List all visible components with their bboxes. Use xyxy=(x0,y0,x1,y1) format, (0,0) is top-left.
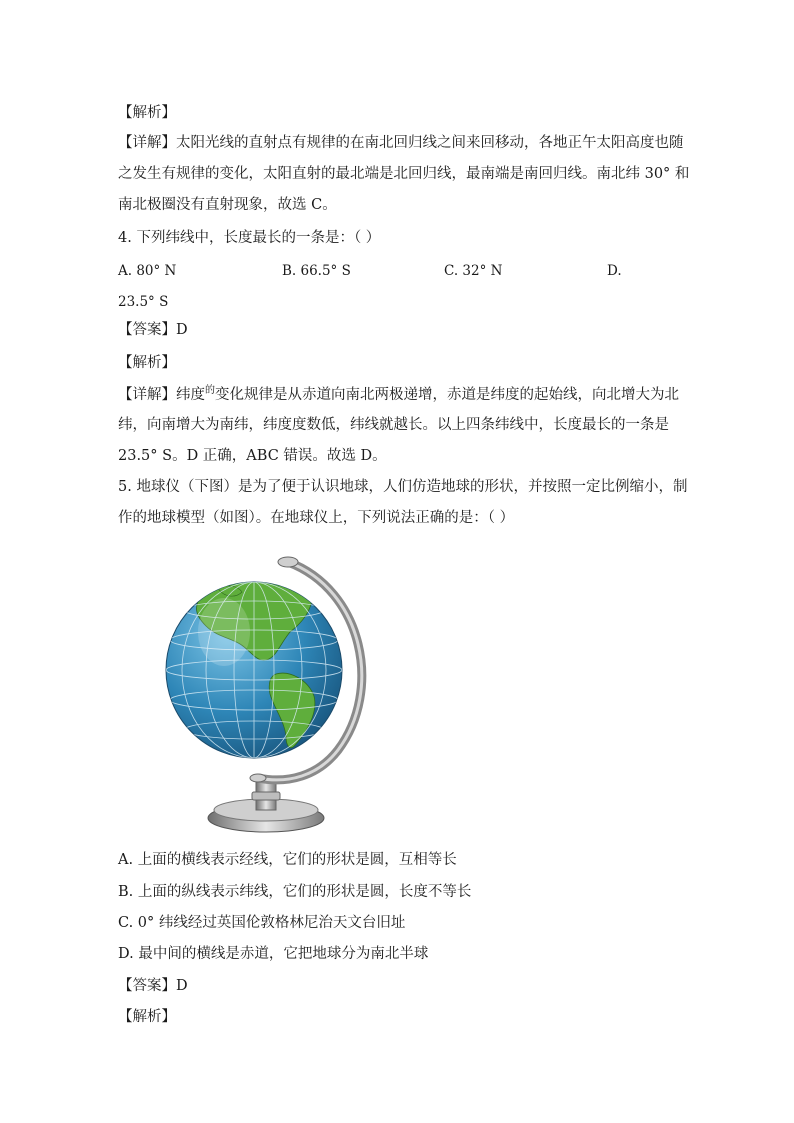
q5-stem-line-1: 5. 地球仪（下图）是为了便于认识地球，人们仿造地球的形状，并按照一定比例缩小，制 xyxy=(118,479,688,495)
q4-answer: 【答案】D xyxy=(118,322,188,338)
q4-detail-rest: 变化规律是从赤道向南北两极递增，赤道是纬度的起始线，向北增大为北 xyxy=(215,387,679,403)
globe-figure xyxy=(158,540,398,840)
q4-analysis-label: 【解析】 xyxy=(118,355,176,371)
q5-analysis-label: 【解析】 xyxy=(118,1009,176,1025)
prev-detail-line-2: 之发生有规律的变化，太阳直射的最北端是北回归线，最南端是南回归线。南北纬 30° 和 xyxy=(118,166,690,182)
q5-stem-line-2: 作的地球模型（如图）。在地球仪上，下列说法正确的是：（ ） xyxy=(118,510,515,526)
prev-detail-line-3: 南北极圈没有直射现象，故选 C。 xyxy=(118,197,337,213)
q5-option-d: D. 最中间的横线是赤道，它把地球分为南北半球 xyxy=(118,946,429,962)
q4-detail-line-2: 纬，向南增大为南纬，纬度度数低，纬线就越长。以上四条纬线中，长度最长的一条是 xyxy=(118,417,669,433)
q4-option-c: C. 32° N xyxy=(444,263,503,279)
q4-option-b: B. 66.5° S xyxy=(282,263,351,279)
q4-detail-line-1 xyxy=(118,385,679,407)
q5-option-b: B. 上面的纵线表示纬线，它们的形状是圆，长度不等长 xyxy=(118,884,472,900)
south-pole-cap xyxy=(250,774,266,782)
q4-detail-superscript: 的 xyxy=(205,385,215,396)
q5-option-a: A. 上面的横线表示经线，它们的形状是圆，互相等长 xyxy=(118,852,457,868)
q4-option-d-value: 23.5° S xyxy=(118,294,169,310)
prev-analysis-label: 【解析】 xyxy=(118,105,176,121)
q4-stem: 4. 下列纬线中，长度最长的一条是：（ ） xyxy=(118,230,381,246)
north-pole-cap xyxy=(278,557,298,567)
q5-option-c: C. 0° 纬线经过英国伦敦格林尼治天文台旧址 xyxy=(118,915,406,931)
q4-detail-line-3: 23.5° S。D 正确，ABC 错误。故选 D。 xyxy=(118,448,387,464)
q4-option-a: A. 80° N xyxy=(118,263,177,279)
q4-detail-prefix: 【详解】纬度 xyxy=(118,387,205,403)
q4-option-d: D. xyxy=(607,263,622,279)
prev-detail-line-1: 【详解】太阳光线的直射点有规律的在南北回归线之间来回移动，各地正午太阳高度也随 xyxy=(118,135,684,151)
q5-answer: 【答案】D xyxy=(118,978,188,994)
